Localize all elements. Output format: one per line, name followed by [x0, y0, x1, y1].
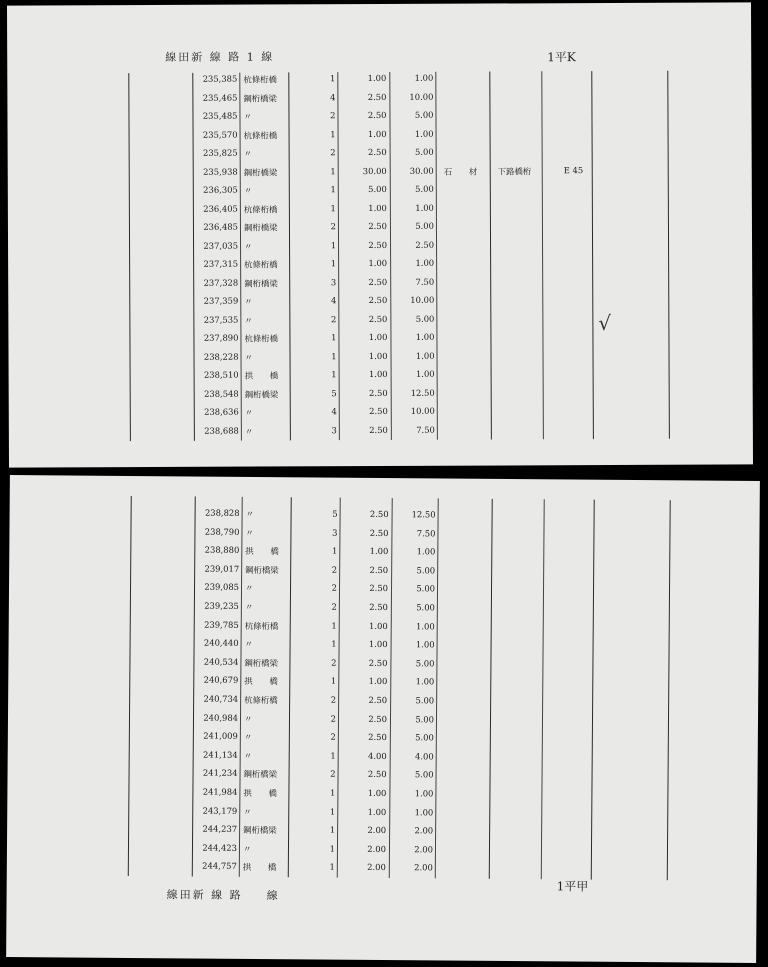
location-cell: 239,085 [204, 581, 240, 593]
span-length-cell: 2.50 [369, 424, 388, 435]
span-length-cell: 2.50 [369, 405, 388, 417]
count-cell: 1 [331, 638, 337, 649]
total-length-cell: 5.00 [415, 183, 434, 194]
span-length-cell: 1.00 [368, 257, 388, 269]
total-length-cell: 2.00 [414, 825, 434, 836]
bridge-type-cell: 拱 橋 [243, 787, 277, 799]
span-length-cell: 2.50 [368, 276, 388, 287]
count-cell: 5 [332, 508, 338, 519]
table-row [9, 383, 709, 404]
total-length-cell: 5.00 [415, 695, 435, 706]
location-cell: 237,315 [203, 258, 239, 269]
table-row [7, 69, 707, 90]
total-length-cell: 5.00 [415, 713, 435, 724]
location-cell: 237,359 [203, 295, 239, 306]
span-length-cell: 2.50 [369, 508, 389, 520]
count-cell: 2 [330, 713, 337, 724]
location-cell: 237,035 [203, 240, 239, 251]
bridge-type-cell: 〃 [243, 148, 253, 159]
bridge-type-cell: 杭條桁橋 [244, 620, 279, 631]
location-cell: 235,938 [203, 166, 238, 177]
span-length-cell: 5.00 [368, 183, 387, 195]
table-row [9, 402, 709, 423]
location-cell: 235,825 [202, 147, 238, 158]
table-row [8, 180, 708, 201]
table-row [8, 124, 708, 145]
span-length-cell: 1.00 [368, 639, 388, 650]
bridge-type-cell: 拱 橋 [245, 546, 279, 557]
count-cell: 2 [330, 768, 336, 780]
count-cell: 1 [329, 843, 336, 854]
span-length-cell: 4.00 [368, 750, 387, 761]
count-cell: 1 [330, 128, 336, 139]
span-length-cell: 1.00 [367, 128, 387, 139]
bridge-type-cell: 〃 [244, 315, 253, 326]
location-cell: 241,234 [202, 767, 238, 779]
total-length-cell: 2.00 [414, 844, 434, 855]
span-length-cell: 2.00 [367, 843, 387, 854]
bridge-type-cell: 〃 [243, 732, 253, 743]
count-cell: 1 [331, 620, 337, 631]
count-cell: 2 [331, 601, 337, 612]
location-cell: 240,984 [203, 712, 239, 723]
total-length-cell: 2.50 [415, 239, 435, 250]
span-length-cell: 1.00 [368, 368, 388, 380]
span-length-cell: 2.50 [369, 583, 389, 594]
table-row [8, 291, 708, 312]
total-length-cell: 5.00 [415, 732, 434, 743]
count-cell: 1 [329, 824, 336, 835]
bridge-type-cell: 鋼桁橋梁 [244, 657, 278, 668]
table-row [8, 346, 708, 367]
bridge-type-cell: 杭條桁橋 [243, 74, 277, 85]
total-length-cell: 5.00 [416, 565, 436, 576]
count-cell: 3 [332, 527, 338, 538]
bridge-type-cell: 杭條桁橋 [243, 203, 278, 215]
table-row [8, 217, 708, 238]
total-length-cell: 1.00 [414, 128, 434, 139]
table-row [8, 161, 708, 182]
total-length-cell: 5.00 [416, 602, 435, 613]
span-length-cell: 2.00 [367, 862, 386, 873]
location-cell: 235,485 [202, 110, 238, 121]
span-length-cell: 30.00 [362, 165, 387, 176]
bridge-type-cell: 拱 橋 [244, 676, 278, 687]
span-length-cell: 2.50 [369, 387, 388, 398]
span-length-cell: 1.00 [367, 72, 387, 84]
span-length-cell: 2.50 [367, 769, 387, 780]
span-length-cell: 2.50 [368, 220, 387, 232]
location-cell: 240,734 [203, 693, 239, 704]
span-length-cell: 1.00 [368, 202, 387, 213]
location-cell: 238,828 [204, 507, 240, 518]
page-number: 1平K [547, 50, 576, 65]
total-length-cell: 5.00 [415, 313, 435, 324]
location-cell: 238,880 [204, 544, 240, 556]
span-length-cell: 2.50 [368, 294, 388, 306]
location-cell: 238,688 [204, 425, 239, 436]
span-length-cell: 2.50 [368, 313, 388, 324]
span-length-cell: 2.50 [368, 657, 388, 668]
table-row [7, 87, 707, 108]
bridge-type-cell: 〃 [243, 185, 253, 196]
bridge-type-cell: 〃 [244, 241, 253, 252]
location-cell: 238,510 [203, 369, 239, 380]
top-page [7, 2, 753, 467]
bottom-page [6, 475, 760, 963]
structure-cell: 下路橋桁 [497, 165, 532, 176]
location-cell: 240,440 [203, 637, 239, 649]
count-cell: 2 [331, 564, 338, 575]
count-cell: 4 [331, 406, 337, 417]
location-cell: 244,237 [202, 823, 238, 835]
count-cell: 1 [331, 350, 337, 361]
location-cell: 240,534 [203, 656, 239, 667]
location-cell: 240,679 [203, 674, 239, 686]
count-cell: 3 [330, 276, 337, 287]
span-length-cell: 2.50 [368, 239, 388, 250]
location-cell: 241,009 [203, 730, 238, 742]
count-cell: 4 [330, 91, 336, 102]
location-cell: 238,548 [204, 388, 239, 399]
total-length-cell: 7.50 [416, 424, 435, 435]
span-length-cell: 1.00 [369, 620, 388, 631]
bridge-type-cell: 鋼桁橋梁 [243, 166, 278, 178]
location-cell: 241,134 [203, 749, 238, 760]
total-length-cell: 5.00 [415, 220, 434, 231]
bridge-type-cell: 鋼桁橋梁 [244, 277, 278, 289]
total-length-cell: 1.00 [414, 72, 434, 83]
span-length-cell: 2.50 [368, 713, 388, 724]
span-length-cell: 1.00 [368, 331, 388, 343]
bridge-type-cell: 〃 [245, 527, 254, 538]
span-length-cell: 2.50 [369, 564, 389, 575]
location-cell: 243,179 [202, 805, 238, 816]
span-length-cell: 2.50 [368, 694, 388, 706]
count-cell: 1 [330, 184, 336, 195]
bridge-type-cell: 〃 [243, 806, 252, 817]
bridge-table [10, 475, 760, 873]
total-length-cell: 1.00 [415, 202, 434, 213]
count-cell: 2 [330, 694, 337, 705]
total-length-cell: 4.00 [415, 751, 434, 762]
bridge-type-cell: 〃 [244, 296, 253, 307]
bridge-type-cell: 拱 橋 [242, 862, 277, 873]
total-length-cell: 5.00 [414, 146, 434, 157]
span-length-cell: 2.00 [367, 825, 387, 836]
total-length-cell: 10.00 [410, 405, 435, 416]
count-cell: 4 [330, 295, 337, 306]
bridge-type-cell: 鋼桁橋梁 [243, 769, 278, 780]
count-cell: 1 [330, 258, 337, 269]
total-length-cell: 1.00 [415, 368, 435, 379]
total-length-cell: 1.00 [415, 639, 435, 650]
count-cell: 3 [331, 424, 337, 435]
location-cell: 238,790 [204, 526, 240, 537]
table-row [8, 143, 708, 164]
bridge-type-cell: 〃 [244, 352, 253, 363]
count-cell: 2 [330, 110, 336, 121]
location-cell: 236,305 [203, 184, 238, 195]
location-cell: 239,017 [204, 563, 240, 574]
count-cell: 2 [330, 147, 336, 158]
count-cell: 1 [330, 675, 337, 687]
count-cell: 1 [330, 787, 336, 798]
bridge-type-cell: 〃 [243, 713, 253, 724]
span-length-cell: 1.00 [368, 350, 388, 361]
total-length-cell: 10.00 [409, 91, 434, 102]
total-length-cell: 5.00 [414, 769, 434, 780]
table-row [7, 106, 707, 127]
count-cell: 5 [331, 387, 337, 398]
total-length-cell: 10.00 [410, 294, 435, 305]
location-cell: 235,465 [202, 92, 238, 103]
check-mark: √ [598, 310, 612, 336]
total-length-cell: 1.00 [414, 788, 434, 799]
count-cell: 1 [330, 165, 336, 176]
count-cell: 1 [329, 806, 336, 817]
total-length-cell: 7.50 [416, 527, 436, 538]
page-footer: 線田新 線 路 線 [166, 888, 280, 903]
location-cell: 238,636 [204, 406, 239, 417]
span-length-cell: 1.00 [368, 676, 388, 687]
total-length-cell: 5.00 [416, 583, 436, 594]
total-length-cell: 5.00 [414, 109, 434, 120]
bridge-type-cell: 〃 [244, 407, 254, 418]
span-length-cell: 1.00 [369, 546, 389, 557]
span-length-cell: 2.50 [367, 91, 387, 102]
bridge-type-cell: 〃 [242, 843, 252, 854]
span-length-cell: 2.50 [368, 732, 387, 743]
count-cell: 1 [330, 202, 336, 213]
bridge-type-cell: 〃 [245, 508, 255, 519]
bridge-type-cell: 鋼桁橋梁 [243, 825, 277, 836]
bridge-type-cell: 〃 [244, 426, 254, 437]
bridge-type-cell: 鋼桁橋梁 [243, 92, 277, 104]
bridge-type-cell: 〃 [244, 583, 254, 594]
location-cell: 236,485 [203, 221, 238, 232]
total-length-cell: 7.50 [415, 276, 435, 287]
span-length-cell: 2.50 [369, 601, 388, 613]
total-length-cell: 1.00 [416, 620, 435, 631]
total-length-cell: 1.00 [414, 806, 434, 817]
total-length-cell: 5.00 [415, 658, 435, 669]
total-length-cell: 30.00 [409, 165, 434, 176]
total-length-cell: 1.00 [415, 350, 435, 361]
span-length-cell: 2.50 [367, 109, 387, 121]
table-row [8, 272, 708, 293]
total-length-cell: 12.50 [410, 387, 435, 398]
count-cell: 2 [331, 582, 338, 594]
count-cell: 1 [331, 332, 337, 343]
table-row [8, 198, 708, 219]
count-cell: 2 [331, 657, 337, 668]
page-number: 1平甲 [556, 879, 589, 894]
note-cell: E 45 [563, 164, 584, 175]
total-length-cell: 1.00 [415, 257, 435, 268]
count-cell: 2 [330, 221, 336, 232]
table-row [8, 235, 708, 256]
location-cell: 241,984 [202, 786, 238, 797]
page-header: 線田新 線 路 1 線 [165, 50, 275, 64]
bridge-type-cell: 〃 [244, 601, 254, 612]
material-cell: 石 材 [443, 166, 478, 177]
location-cell: 239,785 [204, 619, 239, 630]
bridge-type-cell: 〃 [244, 639, 253, 650]
table-row [9, 365, 709, 386]
count-cell: 1 [330, 750, 336, 761]
total-length-cell: 1.00 [416, 546, 436, 557]
location-cell: 236,405 [203, 203, 238, 214]
count-cell: 1 [329, 73, 336, 84]
count-cell: 1 [330, 239, 337, 250]
table-row [8, 254, 708, 275]
count-cell: 1 [329, 861, 335, 873]
location-cell: 237,890 [203, 332, 239, 343]
bridge-type-cell: 〃 [243, 750, 253, 761]
count-cell: 2 [330, 313, 337, 324]
bridge-type-cell: 杭條桁橋 [244, 333, 278, 344]
location-cell: 235,385 [202, 73, 238, 84]
span-length-cell: 2.50 [369, 527, 389, 538]
total-length-cell: 1.00 [415, 331, 435, 342]
span-length-cell: 2.50 [367, 146, 387, 158]
span-length-cell: 1.00 [367, 806, 387, 817]
span-length-cell: 1.00 [367, 787, 387, 799]
location-cell: 239,235 [204, 600, 239, 611]
location-cell: 244,757 [202, 860, 237, 872]
count-cell: 1 [331, 545, 338, 556]
total-length-cell: 1.00 [415, 676, 435, 687]
count-cell: 2 [330, 731, 336, 742]
total-length-cell: 2.00 [414, 862, 433, 873]
total-length-cell: 12.50 [411, 509, 436, 520]
bridge-type-cell: 杭條桁橋 [244, 694, 278, 706]
bridge-type-cell: 〃 [243, 111, 252, 122]
bridge-type-cell: 鋼桁橋梁 [244, 388, 279, 400]
location-cell: 244,423 [202, 842, 238, 853]
location-cell: 237,328 [203, 277, 239, 288]
location-cell: 237,535 [203, 314, 239, 325]
location-cell: 235,570 [202, 129, 238, 140]
bridge-type-cell: 鋼桁橋梁 [245, 564, 279, 575]
count-cell: 1 [331, 369, 337, 380]
location-cell: 238,228 [203, 351, 239, 362]
bridge-type-cell: 杭條桁橋 [243, 129, 278, 141]
bridge-type-cell: 杭條桁橋 [244, 259, 278, 270]
bridge-type-cell: 拱 橋 [244, 370, 279, 381]
bridge-type-cell: 鋼桁橋梁 [243, 222, 278, 233]
table-row [9, 420, 709, 441]
